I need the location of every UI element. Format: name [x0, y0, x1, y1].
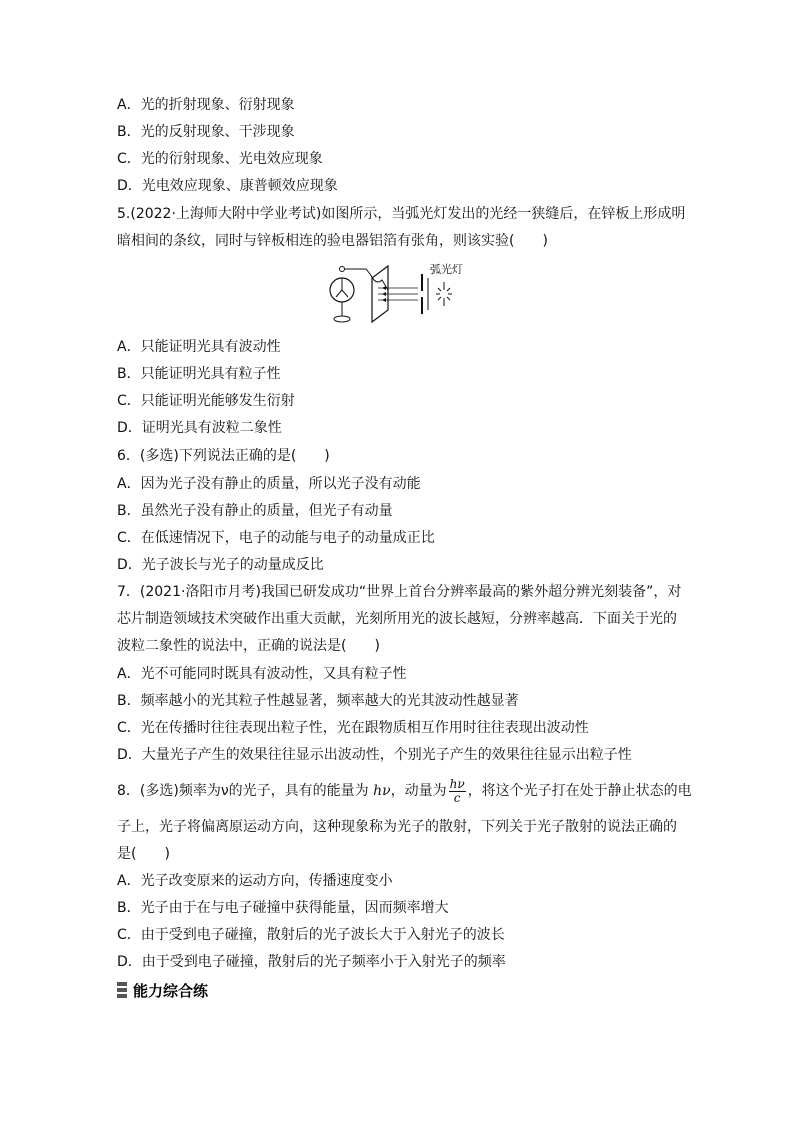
q7-stem-line2: 芯片制造领域技术突破作出重大贡献，光刻所用光的波长越短，分辨率越高．下面关于光的 [117, 611, 677, 627]
q8-stem-line1 [117, 776, 692, 806]
q8-stem-part-c: ，将这个光子打在处于静止状态的电 [467, 783, 692, 799]
electroscope-foil-right [342, 290, 348, 297]
q6-option-a: A．因为光子没有静止的质量，所以光子没有动能 [117, 476, 421, 492]
arc-lamp-label: 弧光灯 [430, 263, 463, 276]
q5-option-d: D．证明光具有波粒二象性 [117, 420, 282, 436]
ray-arrow-1 [382, 286, 386, 290]
q8-stem-line3: 是( ) [117, 846, 170, 862]
q8-option-c: C．由于受到电子碰撞，散射后的光子波长大于入射光子的波长 [117, 927, 505, 943]
q5-option-a: A．只能证明光具有波动性 [117, 339, 281, 355]
section-bar-icon [117, 982, 127, 998]
q8-option-b: B．光子由于在与电子碰撞中获得能量，因而频率增大 [117, 900, 449, 916]
section-header [117, 980, 208, 1000]
q8-stem-line2: 子上，光子将偏离原运动方向，这种现象称为光子的散射，下列关于光子散射的说法正确的 [117, 819, 677, 835]
q7-option-d: D．大量光子产生的效果往往显示出波动性，个别光子产生的效果往往显示出粒子性 [117, 747, 632, 763]
ray-arrow-2 [382, 292, 386, 296]
q8-fraction-numerator: hν [449, 776, 465, 791]
q7-stem-line3: 波粒二象性的说法中，正确的说法是( ) [117, 638, 380, 654]
q6-option-b: B．虽然光子没有静止的质量，但光子有动量 [117, 503, 393, 519]
ray-arrow-3 [382, 298, 386, 302]
electroscope-foil-left [336, 290, 342, 297]
q6-option-c: C．在低速情况下，电子的动能与电子的动量成正比 [117, 530, 435, 546]
q6-option-d: D．光子波长与光子的动量成反比 [117, 557, 324, 573]
q7-option-b: B．频率越小的光其粒子性越显著，频率越大的光其波动性越显著 [117, 693, 519, 709]
q8-stem-part-a: 8．(多选)频率为ν的光子，具有的能量为 [117, 783, 374, 799]
q4-option-a: A．光的折射现象、衍射现象 [117, 97, 295, 113]
q8-fraction-denominator: c [453, 790, 461, 805]
arc-lamp-experiment-figure [322, 260, 472, 328]
q4-option-d: D．光电效应现象、康普顿效应现象 [117, 178, 338, 194]
q6-stem: 6．(多选)下列说法正确的是( ) [117, 448, 330, 464]
q8-stem-part-b: ，动量为 [390, 783, 447, 799]
q8-energy-formula: hν [373, 783, 391, 799]
arc-lamp-icon [436, 282, 452, 306]
electroscope-base [334, 316, 350, 322]
experiment-diagram-svg [322, 260, 472, 328]
q4-option-c: C．光的衍射现象、光电效应现象 [117, 151, 323, 167]
q8-option-d: D．由于受到电子碰撞，散射后的光子频率小于入射光子的频率 [117, 954, 506, 970]
q8-option-a: A．光子改变原来的运动方向，传播速度变小 [117, 873, 393, 889]
q7-stem-line1: 7．(2021·洛阳市月考)我国已研发成功“世界上首台分辨率最高的紫外超分辨光刻装备”，对 [117, 584, 682, 600]
q5-option-b: B．只能证明光具有粒子性 [117, 366, 281, 382]
q7-option-a: A．光不可能同时既具有波动性，又具有粒子性 [117, 666, 407, 682]
q8-momentum-fraction [449, 778, 466, 805]
q5-stem-line1: 5.(2022·上海师大附中学业考试)如图所示，当弧光灯发出的光经一狭缝后，在锌板上形成明 [117, 206, 686, 222]
section-title: 能力综合练 [133, 981, 209, 1000]
q5-stem-line2: 暗相间的条纹，同时与锌板相连的验电器铝箔有张角，则该实验( ) [117, 233, 548, 249]
electroscope-knob [340, 267, 345, 272]
q4-option-b: B．光的反射现象、干涉现象 [117, 124, 295, 140]
connecting-wire [344, 269, 388, 290]
q7-option-c: C．光在传播时往往表现出粒子性，光在跟物质相互作用时往往表现出波动性 [117, 720, 589, 736]
q5-option-c: C．只能证明光能够发生衍射 [117, 393, 295, 409]
